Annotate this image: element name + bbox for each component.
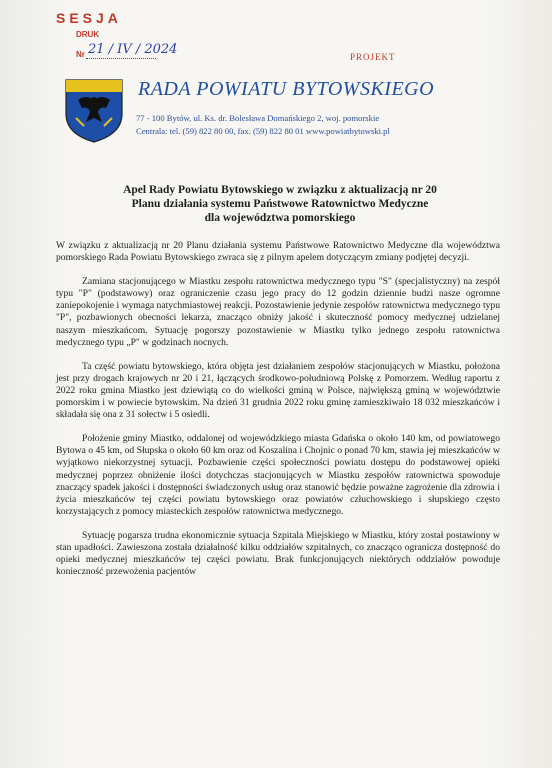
council-name: RADA POWIATU BYTOWSKIEGO <box>138 78 435 100</box>
session-stamp <box>56 10 178 59</box>
title-line-3: dla województwa pomorskiego <box>204 212 356 224</box>
paragraph-3: Ta część powiatu bytowskiego, która objęta jest działaniem zespołów stacjonujących w Miastku, położona jest przy drogach krajowych nr 20 i 21, łączących środkowo-południową Polskę z Pomorzem. Według raportu z 2022 roku gmina Miastko jest dziewiątą co do wielkości gminą w Polsce, największą gminą w województwie pomorskim i w powiecie bytowskim. Na dzień 31 grudnia 2022 roku gminę zamieszkiwało 18 032 mieszkańców i składała się ona z 31 sołectw i 5 osiedli. <box>56 360 500 421</box>
projekt-label: PROJEKT <box>350 52 396 62</box>
stamp-sesja: SESJA <box>56 10 122 26</box>
title-line-1: Apel Rady Powiatu Bytowskiego w związku z aktualizacją nr 20 <box>123 184 437 196</box>
stamp-nr: Nr <box>76 50 85 59</box>
stamp-line <box>86 58 156 59</box>
stamp-handwritten-number: 21 / IV / 2024 <box>88 42 178 57</box>
stamp-druk: DRUK <box>76 30 100 39</box>
paragraph-4: Położenie gminy Miastko, oddalonej od wojewódzkiego miasta Gdańska o około 140 km, od powiatowego Bytowa o 45 km, od Słupska o około 60 km oraz od Koszalina i Chojnic o ponad 70 km, stawia jej mieszkańców w wyjątkowo niekorzystnej sytuacji. Pozbawienie części społeczności powiatu dostępu do podstawowej opieki medycznej poprzez obniżenie ilości dotychczas stacjonujących w Miastku zespołów ratownictwa spowoduje znaczący spadek jakości i dostępności świadczonych usług oraz stanowić będzie poważne zagrożenie dla zdrowia i życia mieszkańców tej części powiatu bytowskiego oraz powiatów człuchowskiego i słupskiego często korzystających z pomocy miasteckich zespołów ratownictwa medycznego. <box>56 433 500 517</box>
paragraph-2: Zamiana stacjonującego w Miastku zespołu ratownictwa medycznego typu "S" (specjalistyczny) na zespół typu "P" (podstawowy) oraz ograniczenie czasu jego pracy do 12 godzin dziennie budzi nasze ogromne zaniepokojenie i wymaga natychmiastowej reakcji. Pozostawienie jedynie zespołów ratownictwa medycznego typu "P", pozbawionych obecności lekarza, znacząco obniży jakość i skuteczność pomocy medycznej udzielanej naszym mieszkańcom. Sytuację pogorszy pozostawienie w Miastku tylko jednego zespołu ratownictwa medycznego typu „P" w godzinach nocnych. <box>56 276 500 348</box>
title-line-2: Planu działania systemu Państwowe Ratownictwo Medyczne <box>131 198 429 210</box>
council-contact: Centrala: tel. (59) 822 80 00, fax. (59) 822 80 01 www.powiatbytowski.pl <box>136 126 390 136</box>
council-address: 77 - 100 Bytów, ul. Ks. dr. Bolesława Domańskiego 2, woj. pomorskie <box>136 113 380 123</box>
document-body <box>56 240 500 590</box>
paragraph-5: Sytuację pogarsza trudna ekonomicznie sytuacja Szpitala Miejskiego w Miastku, który został postawiony w stan upadłości. Zawieszona została działalność kilku oddziałów szpitalnych, co znacząco ogranicza dostępność do opieki medycznej mieszkańców tej części powiatu. Brak funkcjonujących niektórych oddziałów powoduje konieczność przewożenia pacjentów <box>56 529 500 578</box>
document-title <box>100 183 460 225</box>
paragraph-1: W związku z aktualizacją nr 20 Planu działania systemu Państwowe Ratownictwo Medyczne dla województwa pomorskiego Rada Powiatu Bytowskiego zwraca się z pilnym apelem dotyczącym zmiany podjętej decyzji. <box>56 240 500 264</box>
coat-of-arms-icon <box>64 78 124 144</box>
